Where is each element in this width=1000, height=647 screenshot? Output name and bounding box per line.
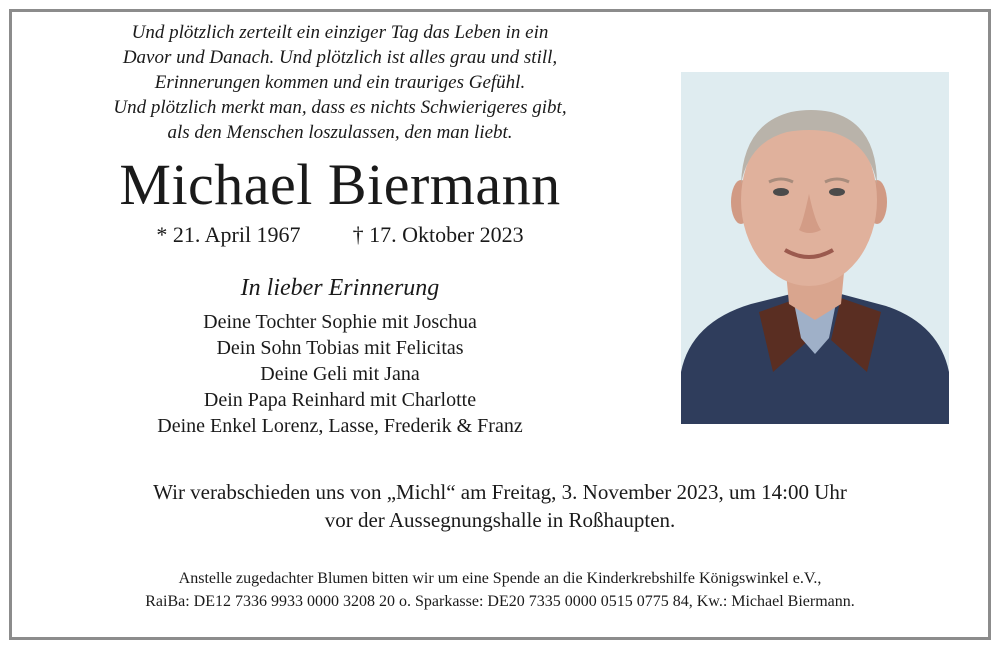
poem-line: Davor und Danach. Und plötzlich ist alles grau und still,	[122, 47, 558, 68]
poem-line: Erinnerungen kommen und ein trauriges Gefühl.	[154, 72, 526, 93]
donation-line: RaiBa: DE12 7336 9933 0000 3208 20 o. Sparkasse: DE20 7335 0000 0515 0775 84, Kw.: Michael Biermann.	[145, 593, 855, 610]
service-info	[12, 478, 988, 534]
donation-info	[12, 567, 988, 613]
life-dates	[40, 221, 640, 249]
poem-line: als den Menschen loszulassen, den man liebt.	[167, 122, 513, 143]
family-member: Deine Geli mit Jana	[260, 363, 420, 385]
birth-date: * 21. April 1967	[156, 222, 301, 247]
remembrance-heading: In lieber Erinnerung	[240, 275, 440, 301]
family-member: Dein Sohn Tobias mit Felicitas	[216, 337, 464, 359]
poem-line: Und plötzlich zerteilt ein einziger Tag das Leben in ein	[131, 22, 549, 43]
deceased-name: Michael Biermann	[119, 152, 561, 217]
family-member: Dein Papa Reinhard mit Charlotte	[203, 389, 477, 411]
family-member: Deine Tochter Sophie mit Joschua	[203, 311, 477, 333]
portrait-illustration	[681, 72, 949, 424]
death-date: † 17. Oktober 2023	[352, 222, 524, 247]
poem	[40, 20, 640, 145]
family-member: Deine Enkel Lorenz, Lasse, Frederik & Franz	[157, 415, 523, 437]
obituary-main-column	[40, 20, 640, 439]
family-list	[40, 309, 640, 439]
poem-line: Und plötzlich merkt man, dass es nichts Schwierigeres gibt,	[113, 97, 567, 118]
service-line: vor der Aussegnungshalle in Roßhaupten.	[324, 508, 676, 532]
donation-line: Anstelle zugedachter Blumen bitten wir um eine Spende an die Kinderkrebshilfe Königswinkel e.V.,	[178, 570, 822, 587]
service-line: Wir verabschieden uns von „Michl“ am Freitag, 3. November 2023, um 14:00 Uhr	[153, 480, 847, 504]
portrait-photo	[681, 72, 949, 424]
